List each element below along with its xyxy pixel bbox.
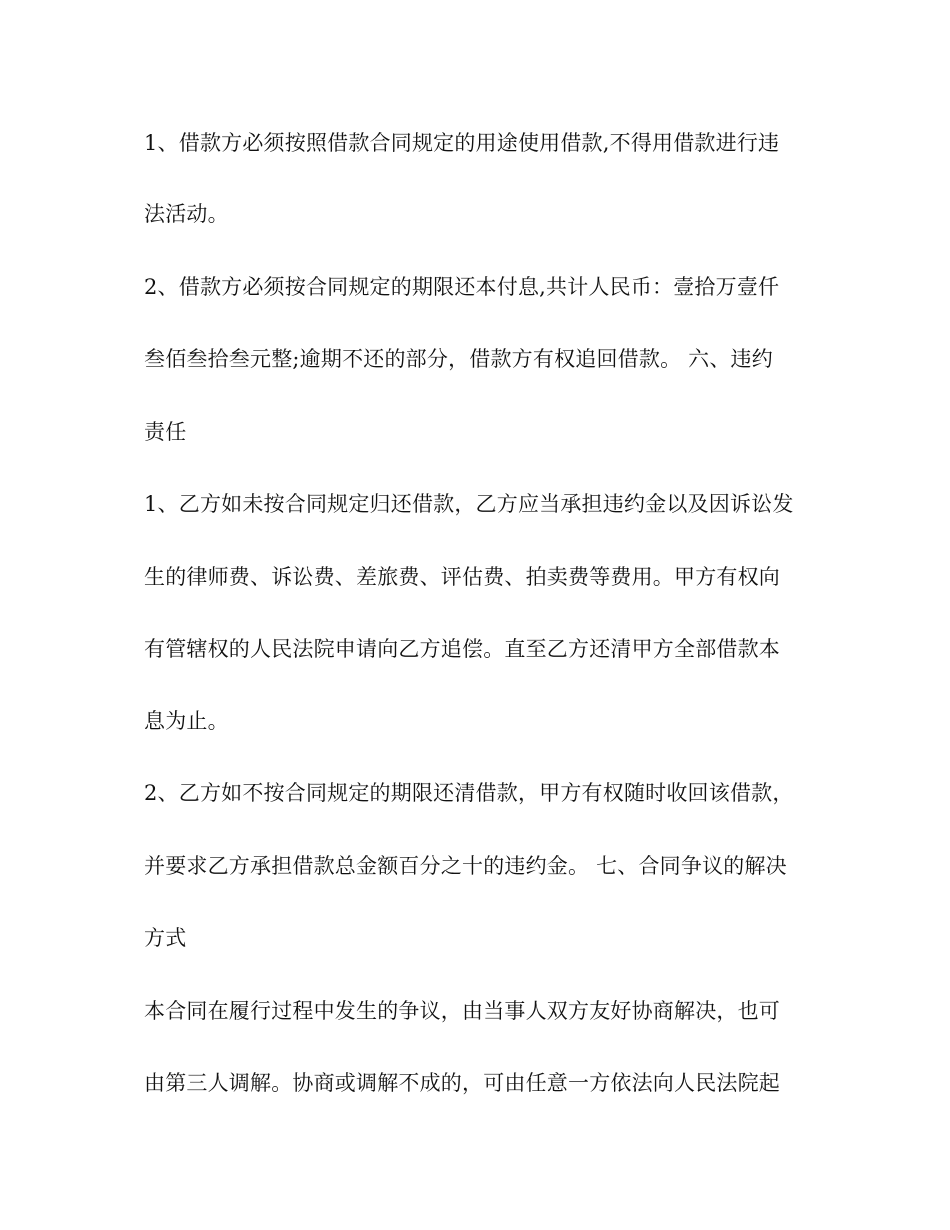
text-line: 息为止。	[144, 709, 229, 733]
text-line: 并要求乙方承担借款总金额百分之十的违约金。 七、合同争议的解决	[144, 854, 787, 878]
section-heading-line: 责任	[144, 420, 187, 444]
text-line: 由第三人调解。协商或调解不成的，可由任意一方依法向人民法院起	[144, 1071, 780, 1095]
text-line: 1、借款方必须按照借款合同规定的用途使用借款,不得用借款进行违	[144, 131, 780, 155]
text-line: 2、借款方必须按合同规定的期限还本付息,共计人民币：壹拾万壹仟	[144, 275, 780, 299]
text-line: 法活动。	[144, 202, 229, 226]
text-line: 叁佰叁拾叁元整;逾期不还的部分，借款方有权追回借款。 六、违约	[144, 347, 773, 371]
text-line: 有管辖权的人民法院申请向乙方追偿。直至乙方还清甲方全部借款本	[144, 637, 780, 661]
text-line: 1、乙方如未按合同规定归还借款，乙方应当承担违约金以及因诉讼发	[144, 492, 794, 516]
section-heading-line: 方式	[144, 926, 187, 950]
text-line: 本合同在履行过程中发生的争议，由当事人双方友好协商解决，也可	[144, 999, 780, 1023]
text-line: 生的律师费、诉讼费、差旅费、评估费、拍卖费等费用。甲方有权向	[144, 565, 780, 589]
text-line: 2、乙方如不按合同规定的期限还清借款，甲方有权随时收回该借款，	[144, 781, 794, 805]
